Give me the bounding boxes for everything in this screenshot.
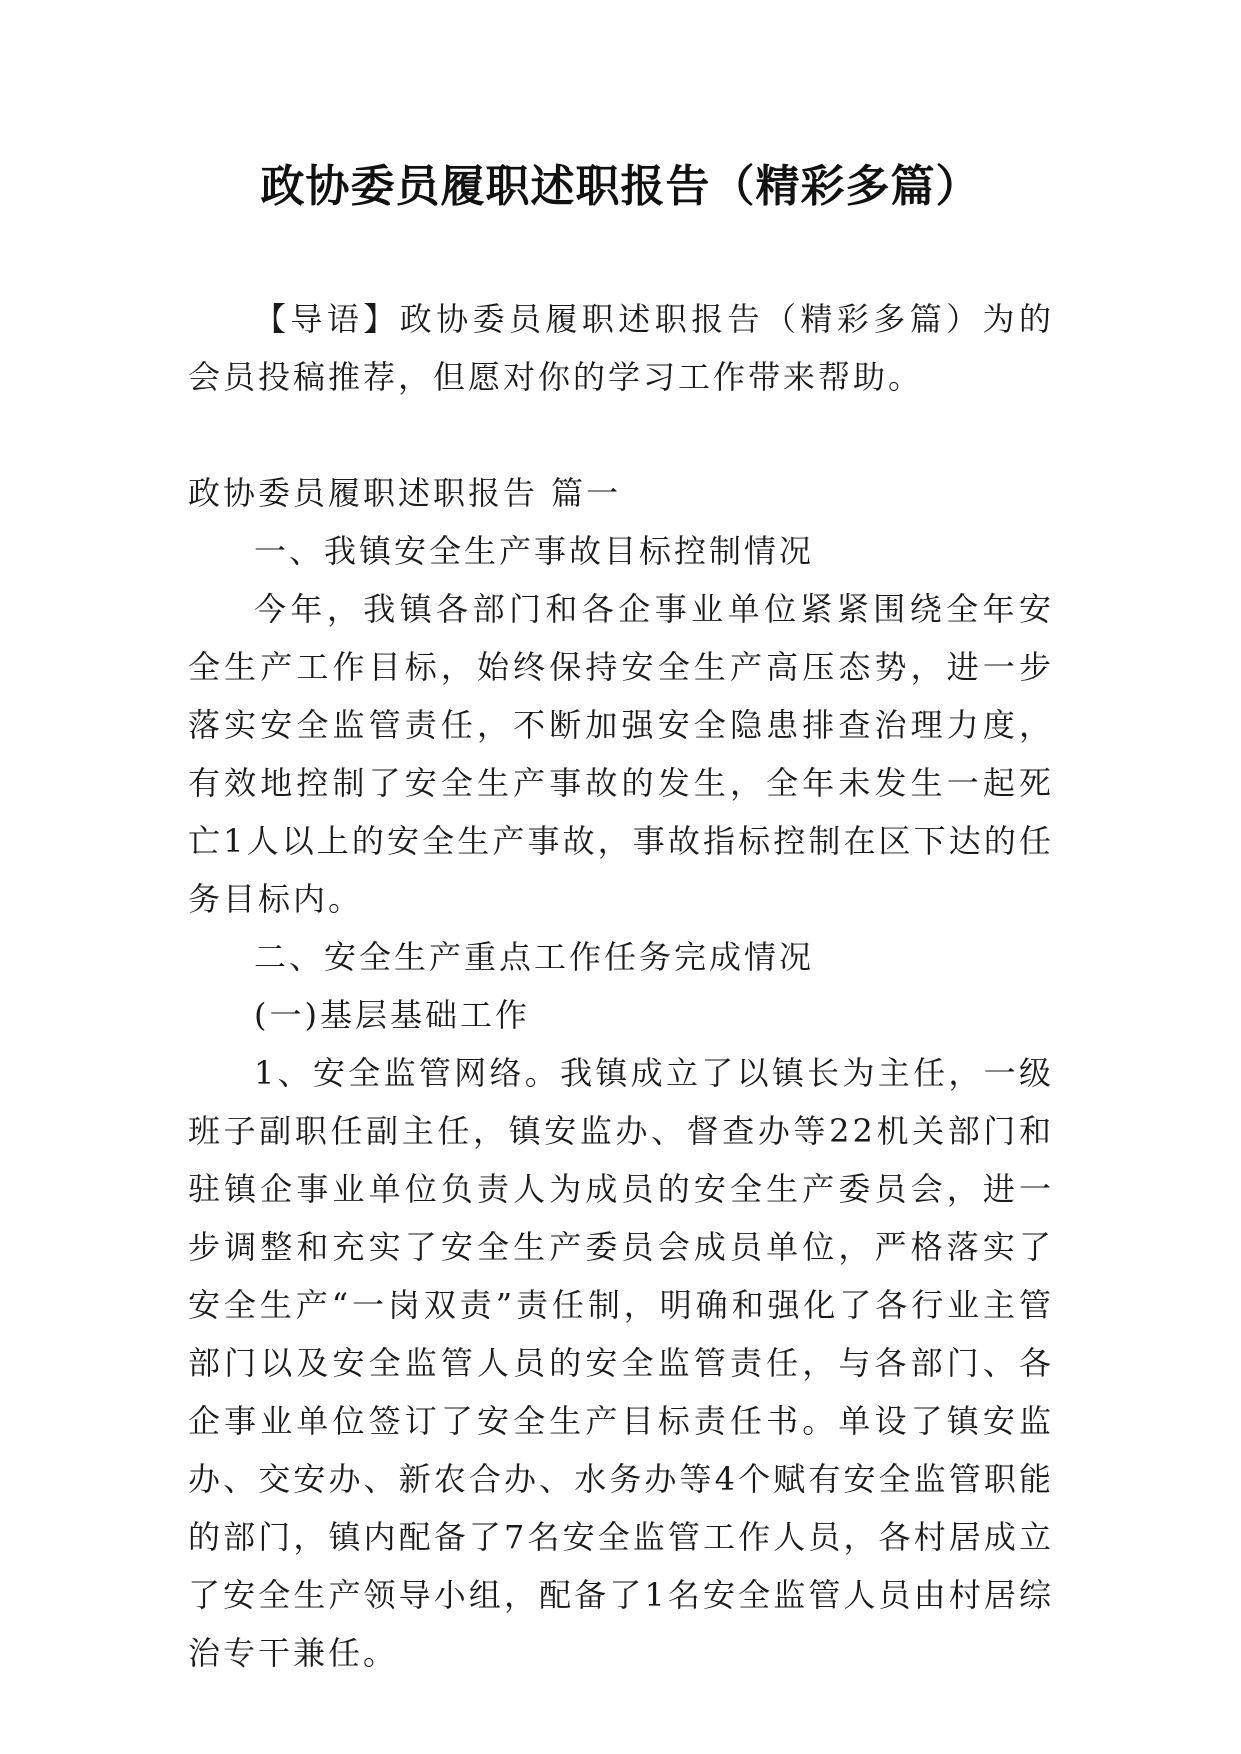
document-body: [188, 290, 1054, 1682]
paragraph-spacer: [188, 406, 1054, 464]
document-title: 政协委员履职述职报告（精彩多篇）: [260, 161, 981, 212]
subheading-2: 二、安全生产重点工作任务完成情况: [254, 938, 815, 976]
section-heading: 政协委员履职述职报告 篇一: [188, 474, 622, 512]
intro-paragraph: 【导语】政协委员履职述职报告（精彩多篇）为的会员投稿推荐，但愿对你的学习工作带来帮助。: [188, 300, 1054, 396]
subheading-1: 一、我镇安全生产事故目标控制情况: [254, 532, 815, 570]
subheading-3: (一)基层基础工作: [254, 996, 530, 1034]
body-paragraph-1: 今年，我镇各部门和各企事业单位紧紧围绕全年安全生产工作目标，始终保持安全生产高压态势，进一步落实安全监管责任，不断加强安全隐患排查治理力度，有效地控制了安全生产事故的发生，全年未发生一起死亡1人以上的安全生产事故，事故指标控制在区下达的任务目标内。: [188, 590, 1054, 918]
body-paragraph-2: 1、安全监管网络。我镇成立了以镇长为主任，一级班子副职任副主任，镇安监办、督查办等22机关部门和驻镇企事业单位负责人为成员的安全生产委员会，进一步调整和充实了安全生产委员会成员单位，严格落实了安全生产“一岗双责”责任制，明确和强化了各行业主管部门以及安全监管人员的安全监管责任，与各部门、各企事业单位签订了安全生产目标责任书。单设了镇安监办、交安办、新农合办、水务办等4个赋有安全监管职能的部门，镇内配备了7名安全监管工作人员，各村居成立了安全生产领导小组，配备了1名安全监管人员由村居综治专干兼任。: [188, 1054, 1054, 1672]
